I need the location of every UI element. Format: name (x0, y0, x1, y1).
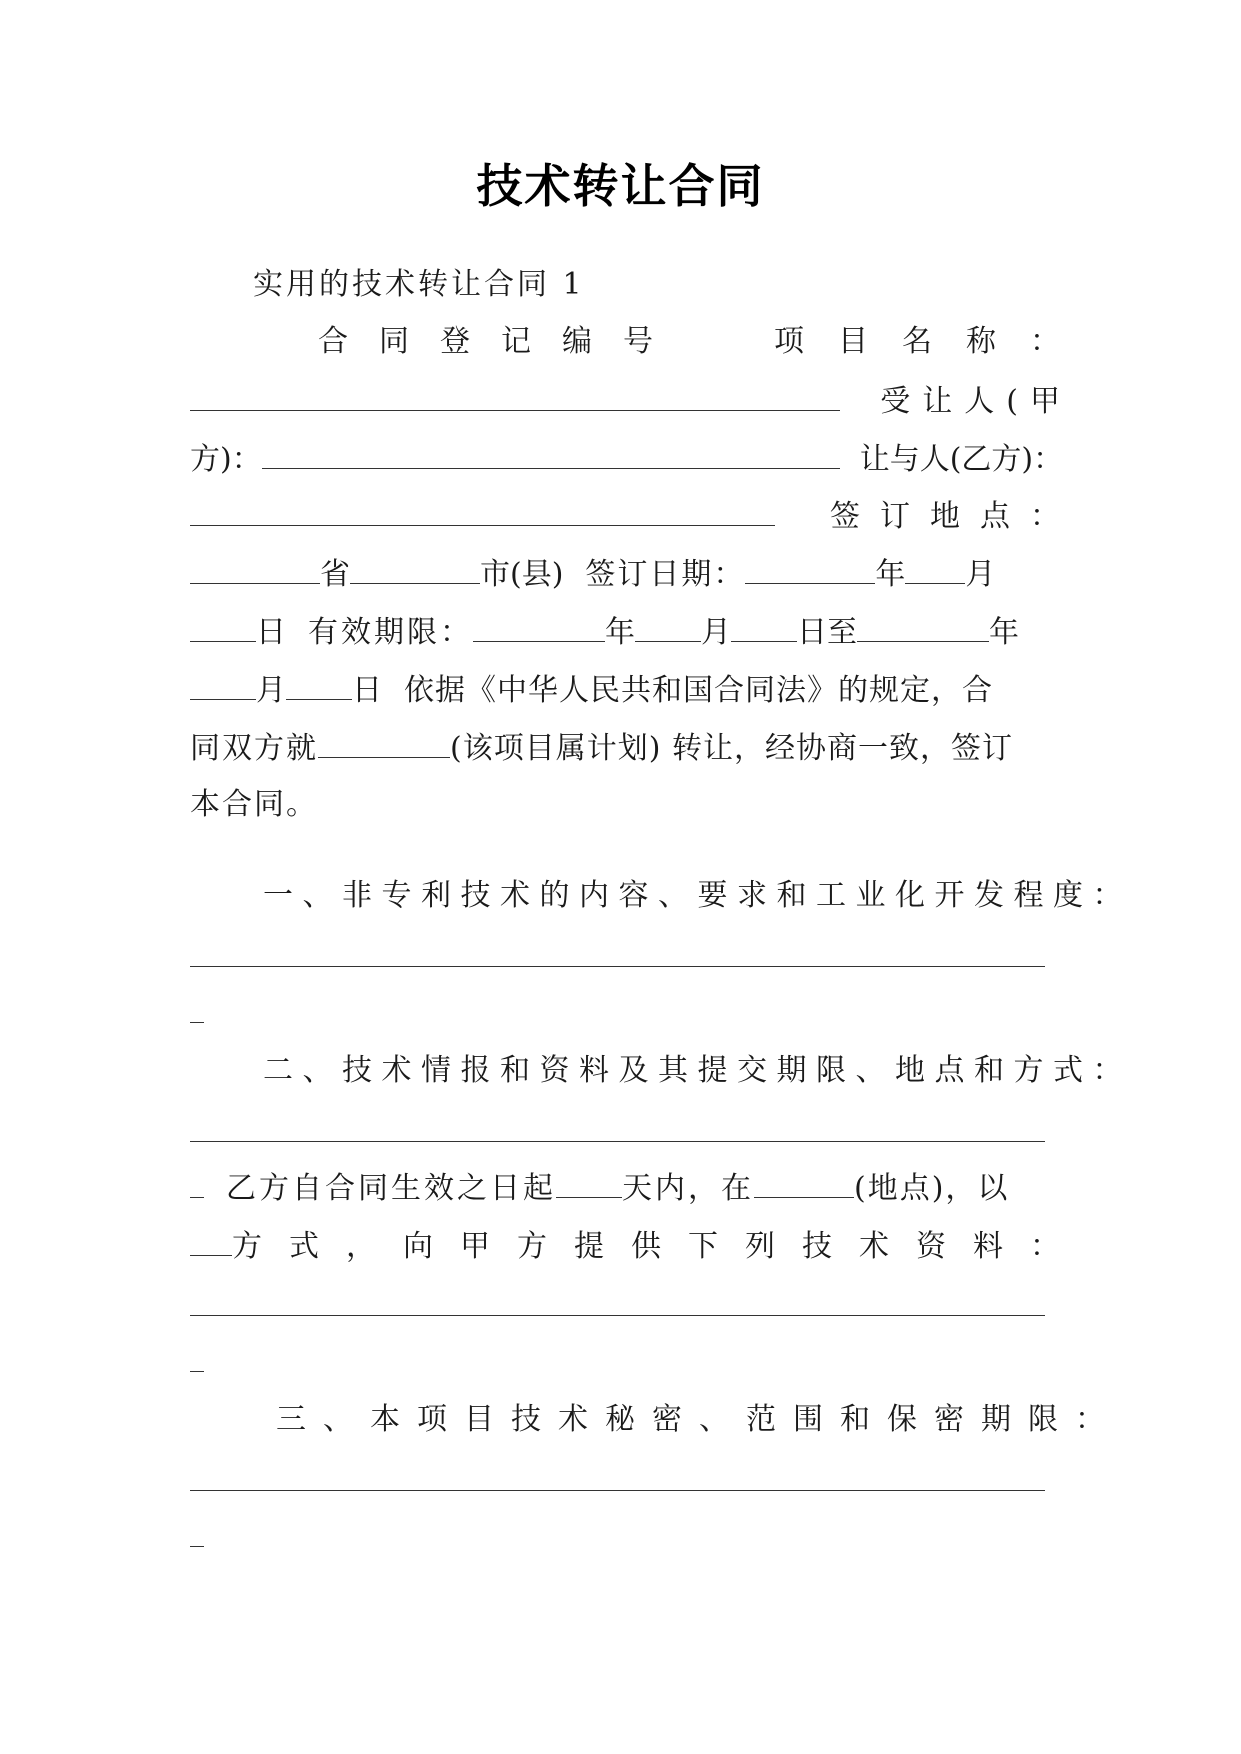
assignee-blank[interactable] (262, 438, 840, 469)
contract-end-line (190, 785, 1060, 825)
valid-period-label: 有效期限： (308, 615, 473, 650)
city-label: 市(县) (480, 557, 564, 592)
section-2-heading (263, 1051, 1132, 1091)
parties-line (190, 727, 1060, 767)
section-2-method-line (190, 1225, 1087, 1265)
valid-from-day-blank[interactable] (731, 611, 797, 642)
subtitle-text: 实用的技术转让合同 1 (253, 267, 585, 302)
section-2-blank-line[interactable] (190, 1141, 1045, 1142)
delivery-method-blank[interactable] (190, 1225, 232, 1256)
page-title: 技术转让合同 (476, 159, 765, 213)
valid-to-year-blank[interactable] (857, 611, 989, 642)
province-blank[interactable] (190, 553, 320, 584)
assignor-blank[interactable] (190, 495, 775, 526)
city-blank[interactable] (350, 553, 480, 584)
contract-number-line (318, 322, 1094, 362)
section-3-heading (276, 1400, 1122, 1440)
delivery-place-text: (地点)，以 (854, 1171, 1010, 1206)
to-label: 日至 (797, 615, 857, 650)
valid-period-line (190, 611, 1060, 651)
delivery-place-blank[interactable] (754, 1167, 854, 1198)
assignee-line (190, 380, 1072, 420)
sign-month-blank[interactable] (905, 553, 965, 584)
section-3-blank-line[interactable] (190, 1490, 1045, 1491)
assignor-line (190, 438, 1064, 478)
valid-to-day-blank[interactable] (286, 669, 352, 700)
province-label: 省 (320, 557, 350, 592)
valid-to-month-blank[interactable] (190, 669, 256, 700)
sign-date-label: 签订日期： (585, 557, 746, 592)
sign-date-line (190, 553, 1060, 593)
project-plan-blank[interactable] (318, 727, 450, 758)
assignee-label: 受让人(甲 (880, 384, 1072, 419)
valid-from-month-blank[interactable] (635, 611, 701, 642)
month-label: 月 (965, 557, 996, 592)
contract-no-label: 合同登记编号 (318, 324, 684, 359)
valid-from-year-blank[interactable] (473, 611, 605, 642)
day-label: 日 (256, 615, 286, 650)
section-2-blank-stub (190, 1167, 204, 1198)
delivery-text: 乙方自合同生效之日起 (226, 1171, 556, 1206)
legal-basis-text: 依据《中华人民共和国合同法》的规定，合 (404, 673, 993, 708)
section-1-text: 一、非专利技术的内容、要求和工业化开发程度： (263, 878, 1132, 913)
assignor-label: 让与人(乙方)： (859, 442, 1064, 477)
sign-place-label: 签订地点： (830, 499, 1080, 534)
contract-end-text: 本合同。 (190, 787, 318, 822)
document-subtitle (253, 265, 1123, 305)
project-name-label: 项目名称： (774, 324, 1094, 359)
month-label: 月 (701, 615, 731, 650)
section-1-blank-line[interactable] (190, 966, 1045, 967)
section-2-delivery-line (190, 1167, 1060, 1207)
parties-text-cont: (该项目属计划) 转让，经协商一致，签订 (450, 731, 1013, 766)
sign-year-blank[interactable] (745, 553, 875, 584)
section-1-blank-stub (190, 1022, 204, 1023)
year-label: 年 (605, 615, 635, 650)
sign-day-blank[interactable] (190, 611, 256, 642)
section-2-materials-blank-line[interactable] (190, 1315, 1045, 1316)
assignee-label-cont: 方)： (190, 442, 262, 477)
year-label: 年 (989, 615, 1019, 650)
section-2-text: 二、技术情报和资料及其提交期限、地点和方式： (263, 1053, 1132, 1088)
section-2-materials-blank-stub (190, 1371, 204, 1372)
section-1-heading (263, 876, 1132, 916)
legal-basis-line (190, 669, 1060, 709)
project-name-blank[interactable] (190, 380, 840, 411)
parties-text: 同双方就 (190, 731, 318, 766)
delivery-days-blank[interactable] (556, 1167, 622, 1198)
delivery-text-cont: 天内，在 (622, 1171, 754, 1206)
sign-place-line (190, 495, 1080, 535)
year-label: 年 (875, 557, 906, 592)
day-label: 日 (352, 673, 382, 708)
month-label: 月 (256, 673, 286, 708)
section-3-text: 三、本项目技术秘密、范围和保密期限： (276, 1402, 1122, 1437)
delivery-method-text: 方式，向甲方提供下列技术资料： (232, 1229, 1087, 1264)
section-3-blank-stub (190, 1546, 204, 1547)
